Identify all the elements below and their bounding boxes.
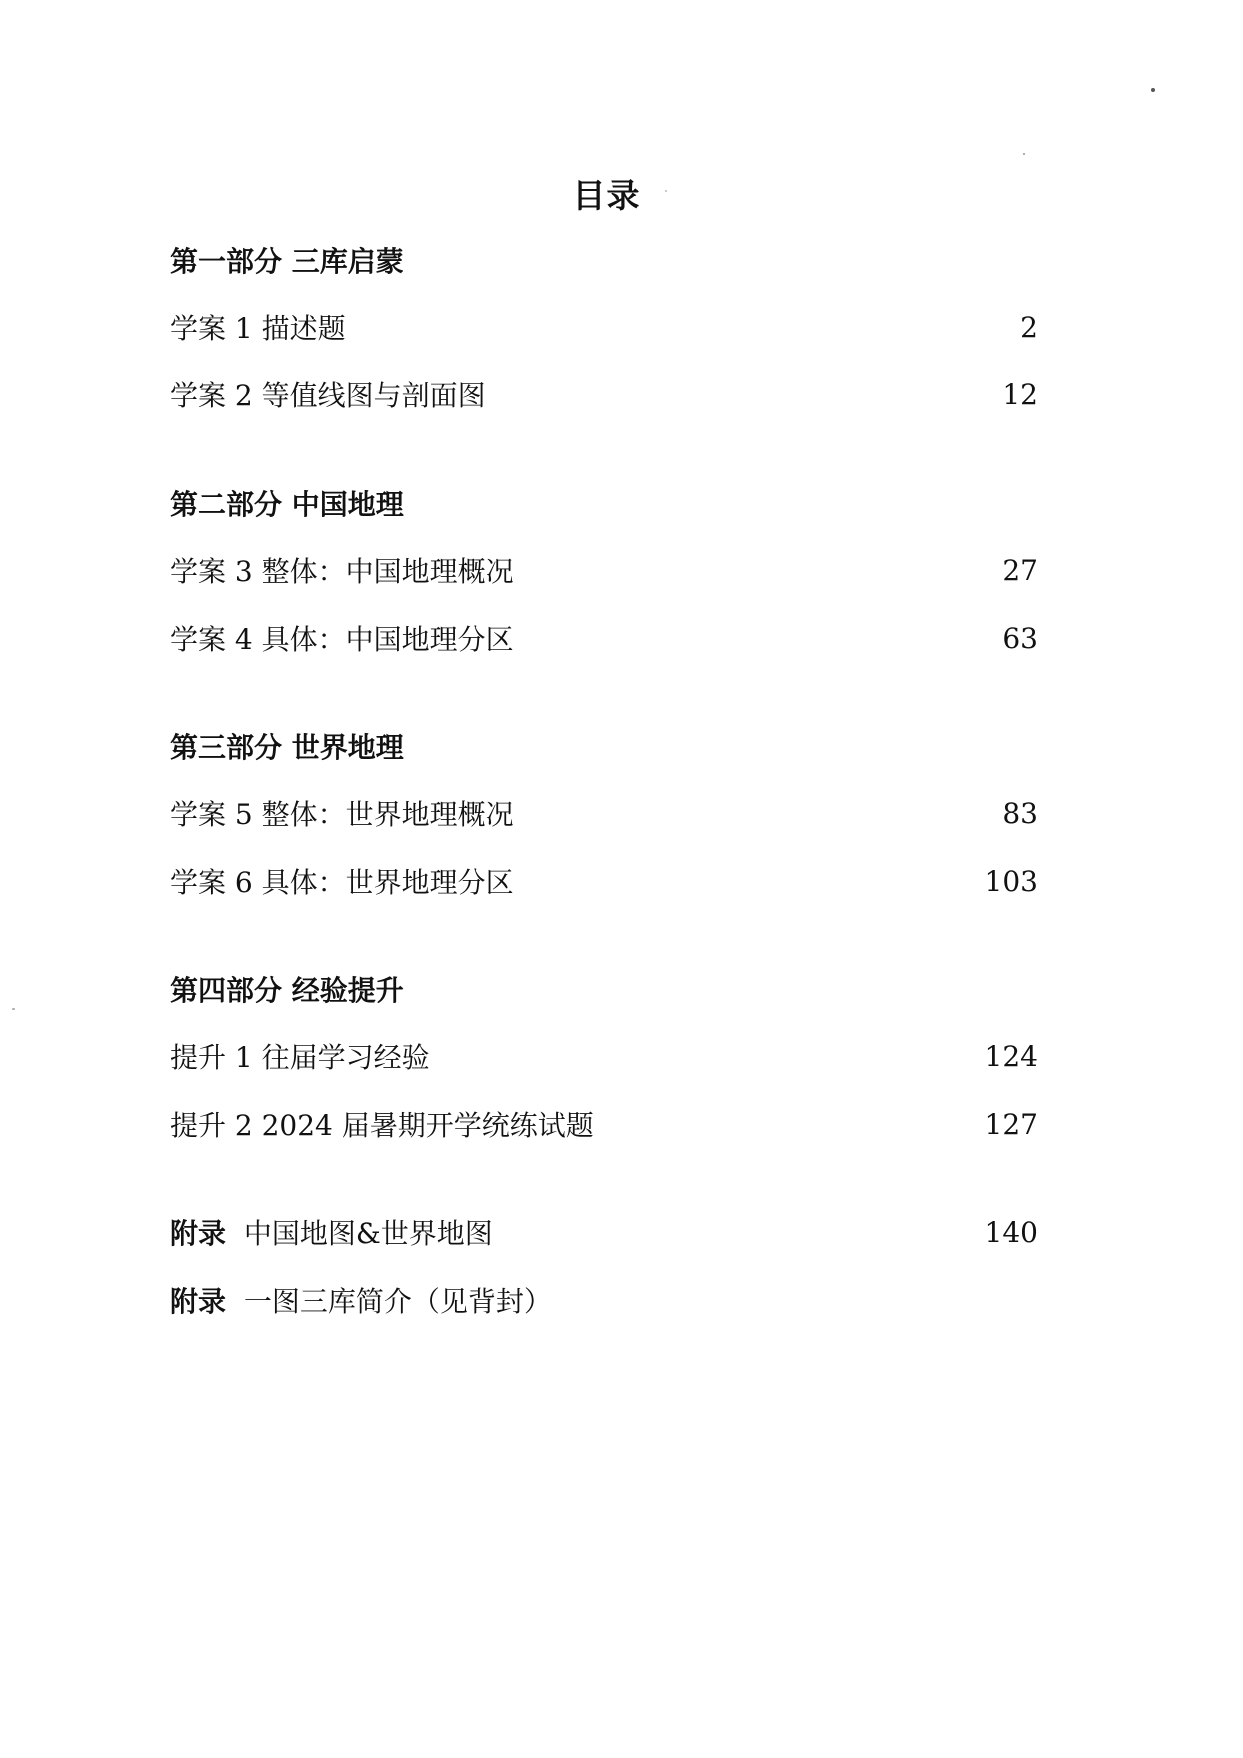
toc-entry[interactable] <box>170 374 1038 414</box>
toc-entry-page: 103 <box>984 864 1038 898</box>
part-heading-2 <box>170 483 1038 523</box>
part-heading-3 <box>170 726 1038 766</box>
toc-entry[interactable] <box>170 793 1038 833</box>
toc-entry-label: 提升 1 往届学习经验 <box>170 1041 430 1074</box>
appendix-entry[interactable] <box>170 1280 1038 1320</box>
part-heading-label: 第一部分 三库启蒙 <box>170 245 404 278</box>
toc-entry-page: 12 <box>1002 377 1038 411</box>
part-heading-label: 第三部分 世界地理 <box>170 731 404 764</box>
toc-entry-label: 学案 3 整体：中国地理概况 <box>170 555 514 588</box>
appendix-entry-label <box>170 1212 493 1252</box>
scan-speck <box>1023 153 1025 155</box>
scan-speck <box>12 1008 15 1010</box>
scan-speck <box>665 190 667 192</box>
toc-entry[interactable] <box>170 861 1038 901</box>
appendix-entry[interactable] <box>170 1212 1038 1252</box>
toc-entry[interactable] <box>170 550 1038 590</box>
toc-entry[interactable] <box>170 307 1038 347</box>
appendix-title: 一图三库简介（见背封） <box>243 1285 552 1318</box>
appendix-title: 中国地图&世界地图 <box>243 1217 493 1250</box>
toc-entry-page: 124 <box>984 1039 1038 1073</box>
part-heading-4 <box>170 969 1038 1009</box>
appendix-prefix: 附录 <box>170 1285 227 1318</box>
appendix-entry-page: 140 <box>984 1215 1038 1249</box>
toc-entry-label: 学案 4 具体：中国地理分区 <box>170 623 514 656</box>
toc-entry-label: 学案 5 整体：世界地理概况 <box>170 798 514 831</box>
part-heading-label: 第二部分 中国地理 <box>170 488 404 521</box>
page-title: 目录 <box>572 176 641 215</box>
toc-entry-page: 127 <box>984 1107 1038 1141</box>
toc-entry-page: 2 <box>1020 310 1038 344</box>
appendix-entry-label <box>170 1280 552 1320</box>
toc-entry-label: 学案 2 等值线图与剖面图 <box>170 379 486 412</box>
scan-speck <box>1151 88 1155 92</box>
toc-entry-page: 27 <box>1002 553 1038 587</box>
toc-entry-label: 提升 2 2024 届暑期开学统练试题 <box>170 1109 594 1142</box>
toc-entry-page: 63 <box>1002 621 1038 655</box>
part-heading-1 <box>170 240 1038 280</box>
toc-entry-page: 83 <box>1002 796 1038 830</box>
part-heading-label: 第四部分 经验提升 <box>170 974 404 1007</box>
appendix-prefix: 附录 <box>170 1217 227 1250</box>
toc-entry-label: 学案 6 具体：世界地理分区 <box>170 866 514 899</box>
toc-entry-label: 学案 1 描述题 <box>170 312 346 345</box>
toc-entry[interactable] <box>170 1104 1038 1144</box>
toc-entry[interactable] <box>170 1036 1038 1076</box>
toc-entry[interactable] <box>170 618 1038 658</box>
